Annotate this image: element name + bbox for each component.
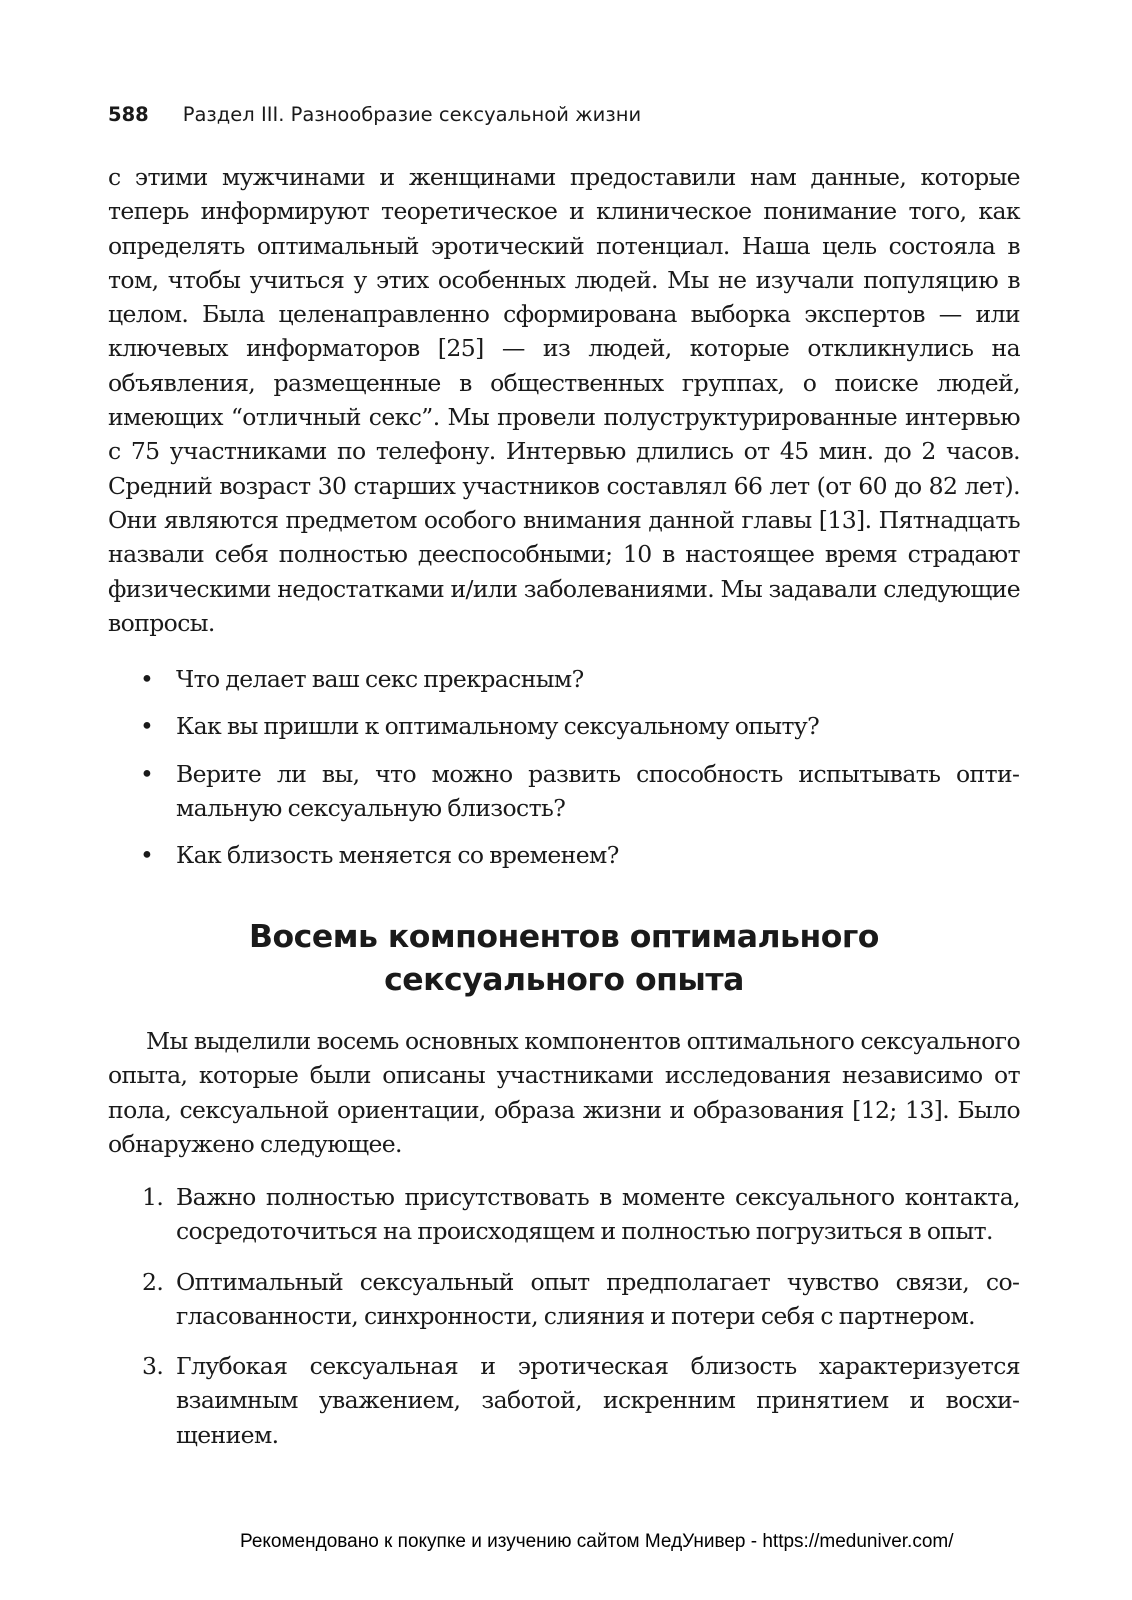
section-paragraph: Мы выделили восемь основных компонентов оптимального сексуального опыта, которые были описаны участниками исследования независимо от пола, сексуальной ориентации, образа жизни и образования [12; 13]. Было обнаружено следующее. (108, 1027, 1020, 1158)
bullet-icon: • (140, 665, 154, 693)
item-text: Глубокая сексуальная и эротическая близость характеризуется взаимным уважением, заботой, искренним принятием и восхищением. (176, 1352, 1020, 1449)
component-item (108, 1180, 1020, 1249)
bullet-icon: • (140, 841, 154, 870)
question-text: Что делает ваш секс прекрасным? (176, 665, 584, 693)
question-item (108, 662, 1020, 696)
item-text: Оптимальный сексуальный опыт предполагает чувство связи, согласованности, синхронности, слияния и потери себя с партнером. (176, 1267, 1020, 1330)
question-item (108, 709, 1020, 743)
question-list (108, 662, 1020, 885)
bullet-icon: • (140, 759, 154, 788)
page-number: 588 (108, 103, 149, 126)
question-text: Верите ли вы, что можно развить способность испытывать оптимальную сексуальную близость? (176, 759, 1020, 822)
question-item (108, 757, 1020, 826)
running-head (108, 102, 1020, 128)
question-item (108, 838, 1020, 872)
section-heading-line: сексуального опыта (384, 962, 744, 998)
section-heading-line: Восемь компонентов оптимального (249, 919, 879, 955)
bullet-icon: • (140, 712, 154, 741)
components-list (108, 1180, 1020, 1468)
component-item (108, 1349, 1020, 1452)
intro-paragraph: с этими мужчинами и женщинами предоставили нам данные, которые теперь информируют теоретическое и клиническое понимание того, как определять оптимальный эротический потенциал. Наша цель состояла в том, чтобы учиться у этих особенных людей. Мы не изучали популяцию в целом. Была целенаправленно сформирована выборка экспертов — или ключевых информаторов [25] — из людей, которые откликнулись на объявления, размещенные в общественных группах, о поиске людей, имеющих “отличный секс”. Мы провели полуструктурированные интервью с 75 участниками по телефону. Интервью длились от 45 мин. до 2 часов. Средний возраст 30 старших участников составлял 66 лет (от 60 до 82 лет). Они являются предметом особого внимания данной главы [13]. Пятнадцать назвали себя полностью дееспособными; 10 в настоящее время страдают физическими недостатками и/или заболеваниями. Мы задавали следующие вопросы. (108, 163, 1020, 637)
question-text: Как вы пришли к оптимальному сексуальному опыту? (176, 712, 820, 741)
item-number: 2. (142, 1267, 164, 1296)
section-heading (108, 916, 1020, 1002)
item-number: 1. (142, 1183, 164, 1211)
running-section-title: Раздел III. Разнообразие сексуальной жизни (182, 103, 642, 126)
component-item (108, 1265, 1020, 1334)
item-number: 3. (142, 1352, 164, 1381)
item-text: Важно полностью присутствовать в моменте сексуального контакта, сосредоточиться на происходящем и полностью погрузиться в опыт. (176, 1183, 1020, 1246)
question-text: Как близость меняется со временем? (176, 841, 619, 870)
footer-watermark: Рекомендовано к покупке и изучению сайтом МедУнивер - https://meduniver.com/ (240, 1531, 954, 1552)
